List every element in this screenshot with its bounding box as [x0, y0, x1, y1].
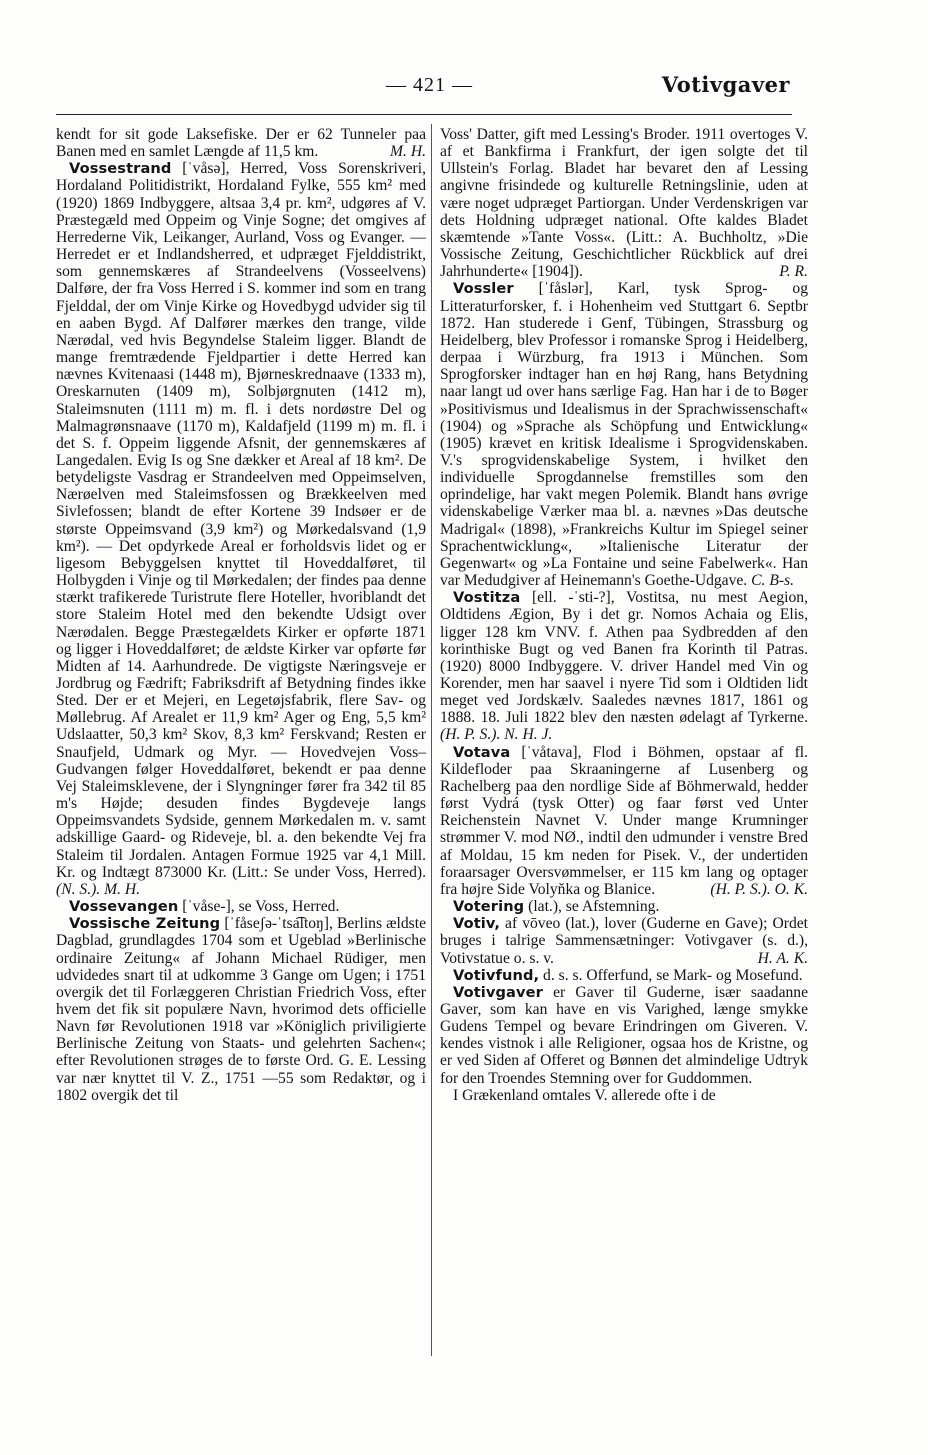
entry-votava: [440, 744, 808, 898]
headword: Votivgaver: [453, 983, 543, 1001]
entry-body: [ˈfåslər], Karl, tysk Sprog- og Litteraturforsker, f. i Hohenheim ved Stuttgart 6. Septbr 1872. Han studerede i Genf, Tübingen, Strassburg og Heidelberg, blev Professor i romanske Sprog i Heidelberg, derpaa i Würzburg, fra 1913 i München. Som Sprogforsker indtager han en høj Rang, hans Betydning naar langt ud over hans særlige Fag. Han har i de to Bøger »Positivismus und Idealismus in der Sprachwissenschaft« (1904) og »Sprache als Schöpfung und Entwicklung« (1905) krævet en kritisk Idealisme i Sprogvidenskaben. V.'s sprogvidenskabelige System, i hvilket den individuelle Sprogdannelse fremstilles som den oprindelige, har vakt megen Polemik. Blandt hans øvrige videnskabelige Værker maa bl. a. nævnes »Das deutsche Madrigal« (1898), »Frankreichs Kultur im Spiegel seiner Sprachentwicklung«, »Italienische Literatur der Gegenwart« og »La Fontaine und seine Fabelwerk«. Han var Medudgiver af Heinemann's Goethe-Udgave.: [440, 280, 809, 590]
entry-vossestrand: [56, 160, 426, 898]
paragraph: [440, 1087, 808, 1104]
headword: Vossestrand: [69, 160, 172, 178]
headword: Votering: [453, 898, 525, 916]
entry-vostitza: [440, 589, 808, 743]
signature: M. H.: [390, 143, 426, 161]
entry-votiv: [440, 915, 808, 966]
entry-votivfund: [440, 967, 808, 984]
right-column: [440, 126, 808, 1104]
entry-vossevangen: [56, 898, 426, 915]
signature: (N. S.). M. H.: [56, 880, 141, 898]
headword: Vostitza: [453, 589, 521, 607]
entry-votivgaver: [440, 984, 808, 1087]
entry-body: [ˈvåse-], se Voss, Herred.: [182, 898, 340, 916]
entry-votering: [440, 898, 808, 915]
entry-body: kendt for sit gode Laksefiske. Der er 62 Tunneler paa Banen med en samlet Længde af 11,5 km.: [56, 126, 426, 161]
running-head: Votivgaver: [661, 72, 790, 97]
headword: Votiv,: [453, 915, 500, 933]
entry-vossler: [440, 280, 808, 589]
entry-body: [ell. -ˈsti-?], Vostitsa, nu mest Aegion, Oldtidens Ægion, By i det gr. Nomos Achaia og Elis, ligger 128 km VNV. f. Athen paa Sydbredden af den korinthiske Bugt og ved Banen fra Korinth til Patras. (1920) 8000 Indbyggere. V. driver Handel med Vin og Korender, men har saavel i nyere Tid som i Oldtiden lidt meget ved Jordskælv. Saaledes nævnes 1817, 1861 og 1888. 18. Juli 1822 blev den næsten ødelagt af Tyrkerne.: [440, 589, 809, 727]
column-divider: [431, 124, 432, 1356]
headword: Votivfund,: [453, 966, 540, 984]
signature: P. R.: [779, 263, 808, 281]
entry-body: Voss' Datter, gift med Lessing's Broder. 1911 overtoges V. af et Bankfirma i Frankfurt, der igen solgte det til Ullstein's Forlag. Bladet har bevaret den af Lessing angivne frisindede og kulturelle Retningslinie, uden at være noget udpræget Partiorgan. Under Verdenskrigen var dets Holdning udpræget national. Ofte kaldes Bladet skæmtende »Tante Voss«. (Litt.: A. Buchholtz, »Die Vossische Zeitung, Geschichtlicher Rückblick auf drei Jahrhunderte« [1904]).: [440, 126, 808, 281]
entry-continuation: [56, 126, 426, 160]
headword: Votava: [453, 743, 511, 761]
left-column: [56, 126, 426, 1104]
signature: H. A. K.: [757, 949, 808, 967]
entry-body: [ˈvåsə], Herred, Voss Sorenskriveri, Hordaland Politidistrikt, Hordaland Fylke, 555 km² med (1920) 1869 Indbyggere, altsaa 3,4 pr. km², udgøres af V. Præstegæld med Oppeim og Vinje Sogne; det omgives af Herrederne Vik, Leikanger, Aurland, Voss og Evanger. — Herredet er et Indlandsherred, et udpræget Fjelddistrikt, som gennemskæres af Strandeelvens (Vosseelvens) Dalføre, der fra Voss Herred i S. kommer ind som en trang Fjelddal, der om Vinje Kirke og Hovedbygd udvider sig til en aaben Bygd. Af Dalfører mærkes den trange, vilde Nærødal, ved hvis Begyndelse Staleim ligger. Blandt de mange fremtrædende Fjeldpartier i dette Herred kan nævnes Kvitenaasi (1448 m), Bjørneskrednaave (1333 m), Oreskarnuten (1409 m), Solbjørgnuten (1412 m), Staleimsnuten (1111 m) m. fl. i dets nordøstre Del og Malmagrønsnaave (1170 m), Kaldafjeld (1199 m) m. fl. i det S. f. Oppeim liggende Afsnit, der gennemskæres af Langedalen. Evig Is og Sne dækker et Areal af 18 km². De betydeligste Vasdrag er Strandeelven med Oppeimselven, Nærøelven med Staleimsfossen og Brækkeelven med Sivlefossen; blandt de efter Kortene 39 Indsøer er de største Oppeimsvand (3,9 km²) og Mørkedalsvand (1,9 km²). — Det opdyrkede Areal er forholdsvis lidet og er ligesom Bebyggelsen knyttet til Hoveddalføret, til Holbygden i Vinje og til Mørkedalen; der findes paa denne stærkt trafikerede Turistrute flere Hoteller, hvoriblandt det store Staleim Hotel med den bekendte Udsigt over Nærødalen. Begge Præstegældets Kirker er opførte 1871 og ligger i Hoveddalføret; de ældste Kirker var opførte før Midten af 14. Aarhundrede. De vigtigste Næringsveje er Jordbrug og Fædrift; Fabriksdrift af Betydning findes ikke Sted. Der er et Mejeri, en Legetøjsfabrik, flere Sav- og Møllebrug. Af Arealet er 11,9 km² Ager og Eng, 5,5 km² Udslaatter, 50,3 km² Skov, 8,3 km² Ferskvand; Resten er Snaufjeld, Udmark og Myr. — Hovedvejen Voss–Gudvangen følger Hoveddalføret, bekendt er paa denne Vej Staleimsklevene, der i Slyngninger fører fra 342 til 85 m's Højde; desuden findes Bygdeveje langs Oppeimsvandets Sydside, gennem Mørkedalen m. v. samt adskillige Gaard- og Rideveje, bl. a. den bekendte Vej fra Staleim til Jordalen. Antagen Formue 1925 var 4,1 Mill. Kr. og Indtægt 873000 Kr. (Litt.: Se under Voss, Herred).: [56, 160, 426, 881]
entry-vossische-zeitung: [56, 915, 426, 1104]
entry-body: [ˈvåtava], Flod i Böhmen, opstaar af fl. Kildefloder paa Skraaningerne af Lusenberg og Rachelberg paa den nordlige Side af Böhmerwald, hedder først Vydrá (tysk Otter) og faar først ved Unter Reichenstein Navnet V. Under mange Krumninger strømmer V. mod NØ., indtil den udmunder i venstre Bred af Moldau, 15 km neden for Pisek. V., der undertiden foraarsager Oversvømmelser, er 115 km lang og optager fra højre Side Volyňka og Blanice.: [440, 743, 808, 898]
header-rule: [56, 114, 792, 115]
entry-body: d. s. s. Offerfund, se Mark- og Mosefund.: [543, 966, 803, 984]
entry-vossische-continuation: [440, 126, 808, 280]
entry-body: I Grækenland omtales V. allerede ofte i de: [453, 1086, 716, 1104]
page-number: — 421 —: [386, 74, 473, 96]
headword: Vossevangen: [69, 898, 179, 916]
page-header: [56, 70, 790, 104]
signature: C. B-s.: [751, 572, 795, 590]
entry-body: (lat.), se Afstemning.: [528, 898, 660, 916]
signature: (H. P. S.). O. K.: [710, 880, 808, 898]
headword: Vossische Zeitung: [69, 915, 221, 933]
entry-body: [ˈfåseʃə-ˈtsa͡ltoŋ], Berlins ældste Dagblad, grundlagdes 1704 som et Ugeblad »Berlinische ordinaire Zeitung« af Johann Michael Rüdiger, men udvidedes snart til at udkomme 3 Gange om Ugen; i 1751 overgik det til Forlæggeren Christian Friedrich Voss, efter hvem det fik sit populære Navn, hvorimod dets officielle Navn før Revolutionen 1918 var »Königlich priviligierte Berlinische Zeitung von Staats- und gelehrten Sachen«; efter Revolutionen strøges de to første Ord. G. E. Lessing var nær knyttet til V. Z., 1751 —55 som Redaktør, og i 1802 overgik det til: [56, 915, 426, 1104]
entry-body: er Gaver til Guderne, især saadanne Gaver, som kan have en vis Varighed, længe smykke Gudens Tempel og bevare Erindringen om Giveren. V. kendes vistnok i alle Religioner, ogsaa hos de Kristne, og er ved Siden af Offeret og Bønnen det almindelige Udtryk for den Troendes Stemning over for Guddommen.: [440, 983, 809, 1087]
entry-body: af vōveo (lat.), lover (Guderne en Gave); Ordet bruges i talrige Sammensætninger: Votivgaver (s. d.), Votivstatue o. s. v.: [440, 915, 808, 967]
signature: (H. P. S.). N. H. J.: [440, 726, 553, 744]
headword: Vossler: [453, 280, 514, 298]
